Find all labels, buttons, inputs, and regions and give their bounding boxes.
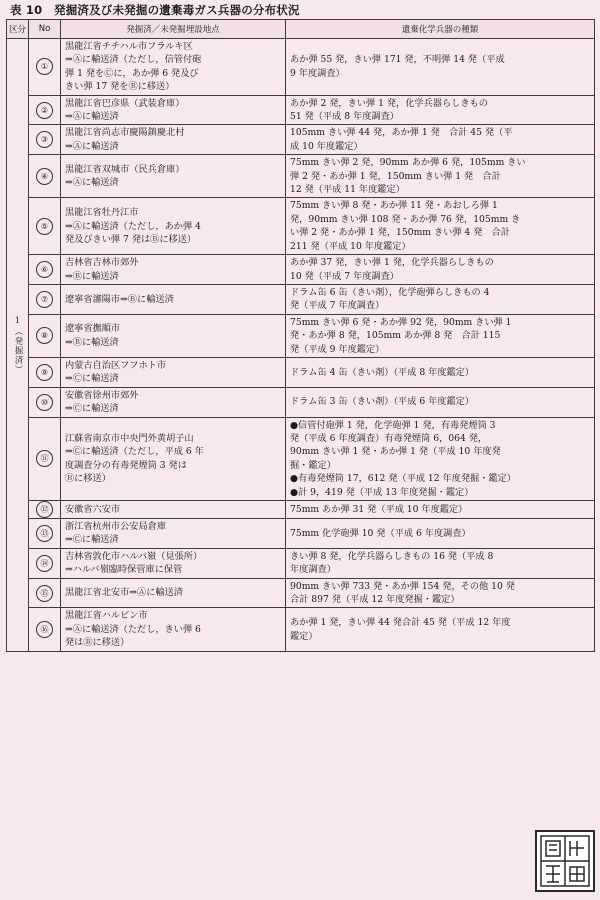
place-cell bbox=[61, 198, 286, 255]
table-row bbox=[7, 255, 595, 285]
row-number-cell bbox=[29, 314, 61, 357]
row-number-cell bbox=[29, 608, 61, 651]
place-line: 黒龍江省双城市（民兵倉庫） bbox=[65, 163, 185, 175]
place-cell bbox=[61, 95, 286, 125]
place-line: 浙江省杭州市公安局倉庫 bbox=[65, 521, 167, 532]
row-number: ⑯ bbox=[36, 621, 53, 638]
place-line: 江蘇省南京市中央門外黄胡子山 bbox=[65, 432, 194, 444]
row-number-cell bbox=[29, 125, 61, 155]
row-number: ⑩ bbox=[36, 394, 53, 411]
weapon-line: 105mm きい弾 44 発，あか弾 1 発 合計 45 発（平 bbox=[290, 127, 513, 139]
header-place: 発掘済／未発掘埋設地点 bbox=[61, 20, 286, 39]
place-line: ⇒Ⓒに輸送済 bbox=[65, 403, 119, 415]
weapon-line: ドラム缶 3 缶（きい剤）（平成 6 年度鑑定） bbox=[290, 396, 475, 408]
place-line: ⇒Ⓐに輸送済（ただし，信管付砲 bbox=[65, 54, 202, 66]
header-row bbox=[7, 20, 595, 39]
weapon-cell bbox=[286, 284, 595, 314]
place-line: ⇒Ⓒに輸送済（ただし，平成 6 年 bbox=[65, 446, 204, 458]
weapon-cell bbox=[286, 387, 595, 417]
kubun-label: （発掘済） bbox=[13, 326, 23, 375]
table-row bbox=[7, 548, 595, 578]
place-line: 遼寧省撫順市 bbox=[65, 323, 121, 335]
weapon-line: 9 年度調査） bbox=[290, 67, 345, 79]
place-line: 弾 1 発をⒸに，あか弾 6 発及び bbox=[65, 67, 199, 79]
row-number-cell bbox=[29, 519, 61, 549]
place-line: Ⓑに移送） bbox=[65, 473, 111, 485]
weapon-line: 75mm きい弾 2 発，90mm あか弾 6 発，105mm きい bbox=[290, 157, 526, 169]
weapon-line: 合計 897 発（平成 12 年度発掘・鑑定） bbox=[290, 594, 460, 606]
row-number: ⑦ bbox=[36, 291, 53, 308]
row-number-cell bbox=[29, 578, 61, 608]
table-row bbox=[7, 357, 595, 387]
place-line: ⇒Ⓐに輸送済 bbox=[65, 140, 119, 152]
row-number-cell bbox=[29, 284, 61, 314]
place-line: 吉林省吉林市郊外 bbox=[65, 257, 139, 269]
weapon-cell bbox=[286, 578, 595, 608]
weapon-line: 発（平成 9 年度鑑定） bbox=[290, 343, 385, 355]
weapon-line: あか弾 37 発，きい弾 1 発，化学兵器らしきもの bbox=[290, 257, 494, 269]
place-line: 黒龍江省ハルビン市 bbox=[65, 610, 148, 622]
place-cell bbox=[61, 125, 286, 155]
weapon-line: ●計 9，419 発（平成 13 年度発掘・鑑定） bbox=[290, 486, 474, 498]
weapon-line: 成 10 年度鑑定） bbox=[290, 140, 363, 152]
table-row bbox=[7, 519, 595, 549]
weapon-cell bbox=[286, 255, 595, 285]
row-number: ⑭ bbox=[36, 555, 53, 572]
weapon-cell bbox=[286, 314, 595, 357]
place-cell bbox=[61, 357, 286, 387]
weapon-line: 12 発（平成 11 年度鑑定） bbox=[290, 184, 405, 196]
weapon-line: 75mm 化学砲弾 10 発（平成 6 年度調査） bbox=[290, 527, 471, 539]
seal-stamp bbox=[534, 829, 596, 893]
kubun-cell bbox=[7, 39, 29, 652]
place-line: ⇒ハルバ嶺臨時保管庫に保管 bbox=[65, 564, 183, 576]
weapon-line: ●有毒発煙筒 17，612 発（平成 12 年度発掘・鑑定） bbox=[290, 473, 516, 485]
header-kubun: 区分 bbox=[7, 20, 29, 39]
place-cell bbox=[61, 155, 286, 198]
weapon-line: 51 発（平成 8 年度調査） bbox=[290, 111, 399, 123]
place-cell bbox=[61, 387, 286, 417]
place-line: 遼寧省瀋陽市⇒Ⓑに輸送済 bbox=[65, 293, 174, 305]
weapon-cell bbox=[286, 548, 595, 578]
place-cell bbox=[61, 608, 286, 651]
kubun-number: 1 bbox=[14, 315, 21, 326]
place-line: ⇒Ⓐに輸送済 bbox=[65, 111, 119, 123]
row-number-cell bbox=[29, 95, 61, 125]
distribution-table bbox=[6, 19, 595, 652]
weapon-cell bbox=[286, 608, 595, 651]
row-number-cell bbox=[29, 198, 61, 255]
weapon-line: あか弾 1 発，きい弾 44 発合計 45 発（平成 12 年度 bbox=[290, 617, 511, 629]
weapon-line: 発，90mm きい弾 108 発・あか弾 76 発，105mm き bbox=[290, 213, 521, 225]
place-line: 黒龍江省牡丹江市 bbox=[65, 207, 139, 219]
place-line: ⇒Ⓐに輸送済（ただし，きい弾 6 bbox=[65, 623, 201, 635]
weapon-cell bbox=[286, 125, 595, 155]
weapon-line: きい弾 8 発，化学兵器らしきもの 16 発（平成 8 bbox=[290, 550, 494, 562]
weapon-line: 90mm きい弾 733 発・あか弾 154 発，その他 10 発 bbox=[290, 580, 515, 592]
row-number: ⑪ bbox=[36, 450, 53, 467]
row-number: ⑬ bbox=[36, 525, 53, 542]
row-number-cell bbox=[29, 357, 61, 387]
table-row bbox=[7, 95, 595, 125]
table-row bbox=[7, 417, 595, 500]
place-line: 内蒙古自治区フフホト市 bbox=[65, 359, 167, 371]
weapon-line: 発（平成 7 年度調査） bbox=[290, 300, 385, 312]
weapon-line: い弾 2 発・あか弾 1 発，150mm きい弾 4 発 合計 bbox=[290, 227, 510, 239]
row-number: ⑮ bbox=[36, 585, 53, 602]
row-number-cell bbox=[29, 255, 61, 285]
table-row bbox=[7, 198, 595, 255]
weapon-line: 鑑定） bbox=[290, 630, 318, 642]
place-line: 安徽省徐州市郊外 bbox=[65, 389, 139, 401]
place-cell bbox=[61, 501, 286, 519]
place-cell bbox=[61, 548, 286, 578]
row-number: ③ bbox=[36, 131, 53, 148]
row-number: ② bbox=[36, 102, 53, 119]
row-number: ⑤ bbox=[36, 218, 53, 235]
weapon-line: 75mm きい弾 8 発・あか弾 11 発・あおしろ弾 1 bbox=[290, 200, 498, 212]
place-line: 安徽省六安市 bbox=[65, 503, 121, 515]
weapon-line: あか弾 55 発，きい弾 171 発，不明弾 14 発（平成 bbox=[290, 54, 505, 66]
weapon-cell bbox=[286, 39, 595, 96]
weapon-cell bbox=[286, 95, 595, 125]
row-number-cell bbox=[29, 501, 61, 519]
row-number: ① bbox=[36, 58, 53, 75]
weapon-line: 年度調査） bbox=[290, 564, 336, 576]
row-number: ④ bbox=[36, 168, 53, 185]
place-cell bbox=[61, 417, 286, 500]
weapon-line: 発・あか弾 8 発，105mm あか弾 8 発 合計 115 bbox=[290, 330, 501, 342]
weapon-line: ドラム缶 6 缶（きい剤），化学砲弾らしきもの 4 bbox=[290, 286, 490, 298]
row-number: ⑧ bbox=[36, 327, 53, 344]
place-line: ⇒Ⓒに輸送済 bbox=[65, 373, 119, 385]
weapon-line: 10 発（平成 7 年度調査） bbox=[290, 270, 399, 282]
place-line: 度調査分の有毒発煙筒 3 発は bbox=[65, 459, 187, 471]
place-line: 黒龍江省北安市⇒Ⓐに輸送済 bbox=[65, 587, 183, 599]
weapon-cell bbox=[286, 501, 595, 519]
row-number-cell bbox=[29, 155, 61, 198]
row-number: ⑥ bbox=[36, 261, 53, 278]
place-line: ⇒Ⓒに輸送済 bbox=[65, 534, 119, 546]
weapon-line: 弾 2 発・あか弾 1 発，150mm きい弾 1 発 合計 bbox=[290, 170, 501, 182]
place-cell bbox=[61, 578, 286, 608]
table-row bbox=[7, 125, 595, 155]
weapon-cell bbox=[286, 519, 595, 549]
row-number-cell bbox=[29, 548, 61, 578]
place-line: きい弾 17 発をⒷに移送） bbox=[65, 81, 175, 93]
weapon-cell bbox=[286, 417, 595, 500]
place-cell bbox=[61, 284, 286, 314]
place-cell bbox=[61, 519, 286, 549]
weapon-line: ドラム缶 4 缶（きい剤）（平成 8 年度鑑定） bbox=[290, 366, 475, 378]
row-number-cell bbox=[29, 39, 61, 96]
table-row bbox=[7, 608, 595, 651]
header-no: No bbox=[29, 20, 61, 39]
place-cell bbox=[61, 314, 286, 357]
weapon-cell bbox=[286, 198, 595, 255]
place-line: 黒龍江省巴彦県（武装倉庫） bbox=[65, 97, 185, 109]
place-cell bbox=[61, 39, 286, 96]
weapon-line: ●信管付砲弾 1 発，化学砲弾 1 発，有毒発煙筒 3 bbox=[290, 419, 496, 431]
table-row bbox=[7, 387, 595, 417]
weapon-cell bbox=[286, 357, 595, 387]
place-line: ⇒Ⓐに輸送済 bbox=[65, 177, 119, 189]
weapon-line: 211 発（平成 10 年度鑑定） bbox=[290, 240, 411, 252]
table-row bbox=[7, 39, 595, 96]
weapon-line: あか弾 2 発，きい弾 1 発，化学兵器らしきもの bbox=[290, 97, 488, 109]
row-number: ⑨ bbox=[36, 364, 53, 381]
row-number-cell bbox=[29, 417, 61, 500]
weapon-line: 75mm きい弾 6 発・あか弾 92 発，90mm きい弾 1 bbox=[290, 316, 512, 328]
header-weapon: 遺棄化学兵器の種類 bbox=[286, 20, 595, 39]
place-line: ⇒Ⓑに輸送済 bbox=[65, 270, 119, 282]
place-line: 発及びきい弾 7 発はⒷに移送） bbox=[65, 233, 197, 245]
weapon-line: 発（平成 6 年度調査）有毒発煙筒 6，064 発， bbox=[290, 432, 488, 444]
place-line: 発はⒷに移送） bbox=[65, 637, 130, 649]
table-row bbox=[7, 284, 595, 314]
place-line: ⇒Ⓑに輸送済 bbox=[65, 336, 119, 348]
place-line: ⇒Ⓐに輸送済（ただし，あか弾 4 bbox=[65, 220, 201, 232]
place-line: 吉林省敦化市ハルバ嶺（見張所） bbox=[65, 550, 203, 562]
weapon-line: 75mm あか弾 31 発（平成 10 年度鑑定） bbox=[290, 503, 468, 515]
weapon-line: 掘・鑑定） bbox=[290, 459, 336, 471]
table-row bbox=[7, 155, 595, 198]
place-line: 黒龍江省尚志市慶陽鎮慶北村 bbox=[65, 127, 185, 139]
place-line: 黒龍江省チチハル市フラルキ区 bbox=[65, 41, 193, 52]
table-row bbox=[7, 501, 595, 519]
table-row bbox=[7, 314, 595, 357]
weapon-cell bbox=[286, 155, 595, 198]
row-number-cell bbox=[29, 387, 61, 417]
row-number: ⑫ bbox=[36, 501, 53, 518]
place-cell bbox=[61, 255, 286, 285]
weapon-line: 90mm きい弾 1 発・あか弾 1 発（平成 10 年度発 bbox=[290, 446, 501, 458]
table-row bbox=[7, 578, 595, 608]
table-title: 表 10 発掘済及び未発掘の遺棄毒ガス兵器の分布状況 bbox=[10, 3, 300, 17]
